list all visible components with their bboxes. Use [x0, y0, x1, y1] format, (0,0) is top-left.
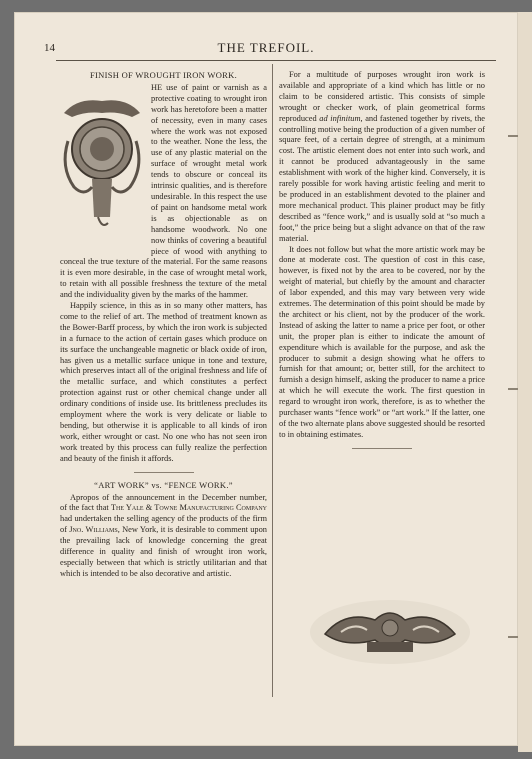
left-column: [60, 70, 267, 580]
column-rule: [272, 64, 273, 697]
right-column: [279, 70, 485, 456]
section-divider: [134, 472, 194, 473]
margin-mark: [508, 636, 518, 638]
ornamental-initial-t: [58, 83, 146, 253]
margin-mark: [508, 388, 518, 390]
paragraph: It does not follow but what the more artistic work may be done at moderate cost. The question of cost in this case, however, is fixed not by the area to be covered, nor by the weight of material, but chiefly by the amount and character of labor expended, and this may vary between very wide extremes. The determination of this point should be made by the architect or his client, not by the producer of the work. Instead of asking the latter to name a price per foot, or other unit, the proper plan is either to indicate the amount of expenditure which is available for the purpose, and ask the producer to submit a design showing what he offers to furnish for that amount; or, better still, for the architect to furnish a design himself, asking the producer to name a price at which he will execute the work. The first question in regard to wrought iron work, therefore, is as to whether the purchaser wants “fence work” or “art work.” If the latter, one of the two alternate plans above suggested should be resorted to in obtaining estimates.: [279, 244, 485, 439]
ornament-illustration: [58, 83, 146, 253]
page-number: 14: [44, 42, 55, 54]
end-divider: [352, 448, 412, 449]
paragraph: Apropos of the announcement in the December number, of the fact that The Yale & Towne Manufacturing Company had undertaken the selling agency of the products of the firm of Jno. Williams, New York, it is desirable to comment upon the prevailing lack of knowledge concerning the great difference in quality and finish of wrought iron work, especially between that which is strictly utilitarian and that which is intended to be also decorative and artistic.: [60, 492, 267, 578]
margin-mark: [508, 135, 518, 137]
next-page-edge: [518, 12, 532, 752]
wrought-iron-illustration: [305, 592, 475, 670]
article-heading: FINISH OF WROUGHT IRON WORK.: [89, 70, 237, 80]
paragraph: Happily science, in this as in so many other matters, has come to the relief of art. The method of treatment known as the Bower-Barff process, by which the iron work is subjected in a furnace to the action of certain gases which produce on its surface the unchangeable magnetic or black oxide of iron, has given us a metallic surface unique in tone and texture, which preserves intact all of the original freshness and life of the metallic surface, and which constitutes a perfect protection against rust or other chemical change under all ordinary conditions of inside use. Its brittleness precludes its employment where the work is very delicate or liable to bending, but otherwise it is applicable to all kinds of iron work, either wrought or cast. No one who has not seen iron work treated by this process can fully realize the perfection and beauty of the finish it affords.: [60, 301, 267, 463]
header-rule: [56, 60, 496, 61]
section-heading: “ART WORK” vs. “FENCE WORK.”: [94, 479, 233, 490]
running-title: THE TREFOIL.: [217, 40, 315, 55]
paragraph: For a multitude of purposes wrought iron work is available and appropriate of a kind which has little or no claim to be considered artistic. This consists of simple wrought or checker work, of plain geometrical forms reproduced ad infinitum, and fastened together by rivets, the controlling motive being the production of a given number of square feet, of a certain degree of strength, at a minimum cost. The artistic element does not enter into such work, and it cannot be produced advantageously in the same establishment with work of the higher kind. Conversely, it is rarely possible for work having artistic feeling and merit to be produced in an establishment devoted to the plainer and more mechanical product. This plainer product may be fitly described as “fence work,” and is usually sold at “so much a foot,” the price being but a slight advance on that of the raw material.: [279, 70, 485, 243]
paragraph: HE use of paint or varnish as a protective coating to wrought iron work has heretofore been a matter of necessity, even in many cases where the work was not exposed to the weather. None the less, the use of any plastic material on the surface of wrought metal work tends to obscure or conceal its intrinsic qualities, and is therefore undesirable. In this respect the use of paint on handsome metal work is as objectionable as on handsome woodwork. No one now thinks of covering a beautiful piece of wood with anything to conceal the true texture of the material. For the same reasons it is even more desirable, in the case of wrought metal work, to retain with all possible freshness the texture of the metal and the individuality given by the marks of the hammer.: [60, 82, 267, 300]
